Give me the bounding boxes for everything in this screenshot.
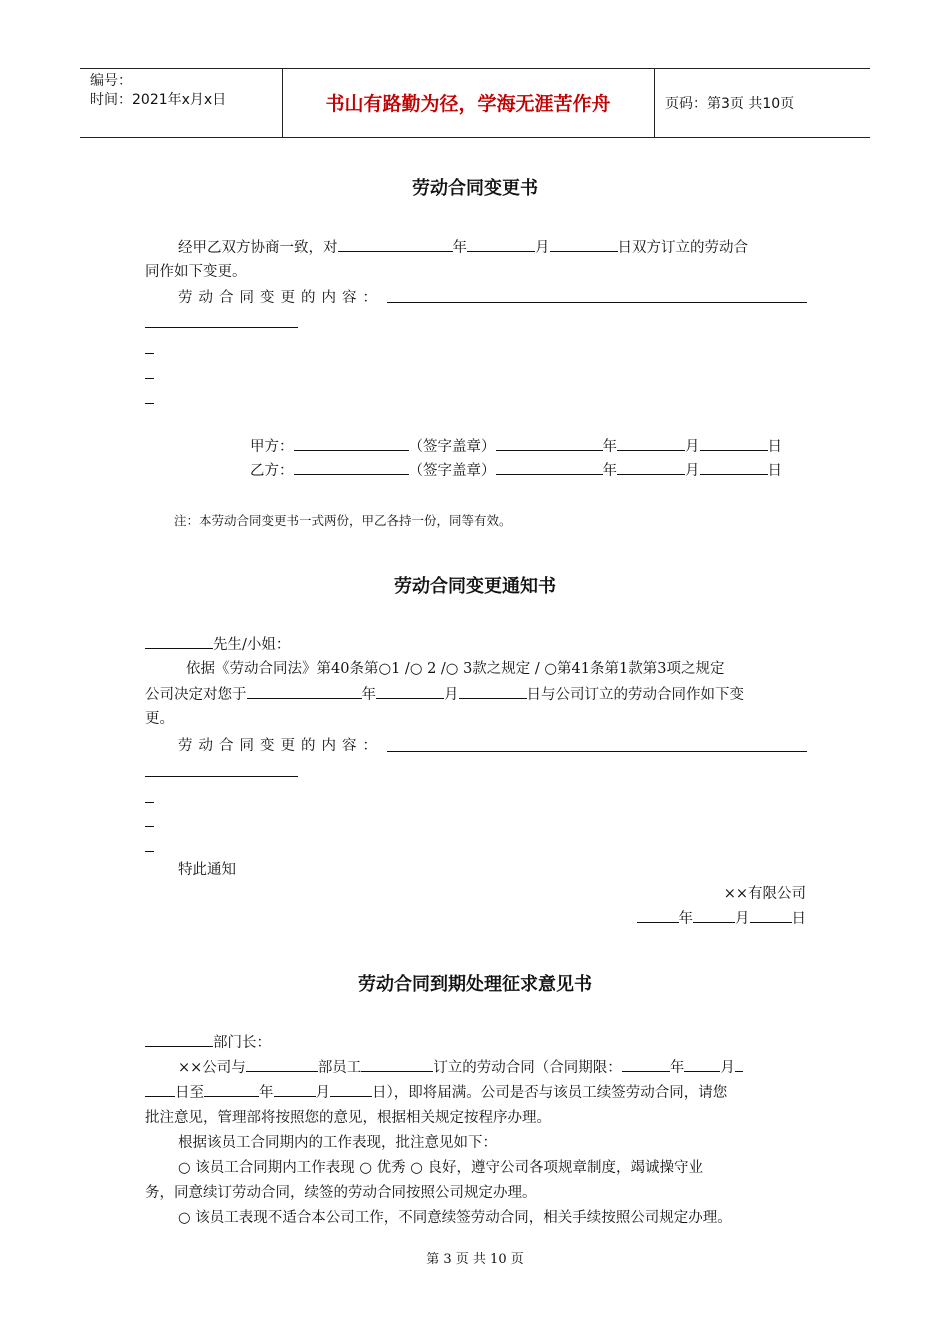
page-header	[80, 68, 870, 138]
text: 年	[361, 687, 376, 703]
dash-line	[145, 403, 154, 404]
section-title: 劳动合同变更通知书	[394, 576, 556, 597]
text: 甲方：	[250, 439, 294, 455]
blank-field[interactable]	[617, 459, 685, 475]
text: 月	[444, 687, 459, 703]
fill-line[interactable]	[387, 302, 807, 303]
text: 经甲乙双方协商一致，对	[178, 240, 338, 256]
blank-field[interactable]	[145, 633, 213, 649]
blank-field[interactable]	[247, 683, 362, 699]
option-renew[interactable]: ○ 该员工合同期内工作表现 ○ 优秀 ○ 良好，遵守公司各项规章制度，竭诚操守业	[178, 1160, 703, 1176]
paragraph: 依据《劳动合同法》第40条第○1 /○ 2 /○ 3款之规定 / ○第41条第1款第3项之规定	[186, 661, 725, 677]
header-meta	[90, 72, 226, 110]
fill-line[interactable]	[145, 776, 298, 777]
text: 日	[767, 463, 782, 479]
header-code: 编号：	[90, 73, 132, 89]
header-divider	[654, 69, 655, 137]
blank-field[interactable]	[550, 236, 618, 252]
text: 月	[535, 240, 550, 256]
blank-field[interactable]	[622, 1056, 670, 1072]
paragraph	[145, 1081, 727, 1105]
text: 月	[735, 911, 750, 927]
signature-row-a	[250, 435, 782, 459]
page-footer: 第 3 页 共 10 页	[426, 1252, 524, 1267]
text: 日双方订立的劳动合	[617, 240, 748, 256]
blank-field[interactable]	[330, 1081, 372, 1097]
fill-line[interactable]	[387, 751, 807, 752]
text: 日至	[175, 1085, 204, 1101]
blank-field[interactable]	[637, 907, 679, 923]
blank-field[interactable]	[700, 435, 768, 451]
blank-field[interactable]	[693, 907, 735, 923]
dash-line	[145, 378, 154, 379]
text: 年	[452, 240, 467, 256]
dash-line	[145, 851, 154, 852]
salutation	[145, 1031, 271, 1055]
notice-text: 特此通知	[178, 862, 236, 878]
text: 年	[259, 1085, 274, 1101]
text: 乙方：	[250, 463, 294, 479]
dash-line	[145, 353, 154, 354]
paragraph: 根据该员工合同期内的工作表现，批注意见如下：	[178, 1135, 497, 1151]
blank-field[interactable]	[467, 236, 535, 252]
company-name: ××有限公司	[723, 886, 806, 902]
note: 注：本劳动合同变更书一式两份，甲乙各持一份，同等有效。	[174, 513, 512, 528]
paragraph	[178, 236, 748, 260]
text: ××公司与	[178, 1060, 246, 1076]
fill-line[interactable]	[145, 327, 298, 328]
text: 日	[767, 439, 782, 455]
text: 日	[791, 911, 806, 927]
blank-field[interactable]	[459, 683, 527, 699]
paragraph: 更。	[145, 711, 174, 727]
text: 公司决定对您于	[145, 687, 247, 703]
content-label: 劳动合同变更的内容：	[178, 290, 383, 306]
blank-field[interactable]	[750, 907, 792, 923]
text: 日），即将届满。公司是否与该员工续签劳动合同，请您	[372, 1085, 728, 1101]
text: 月	[685, 439, 700, 455]
text: 部员工	[317, 1060, 362, 1076]
date-line	[637, 907, 807, 931]
text: 部门长：	[213, 1035, 271, 1051]
blank-field[interactable]	[204, 1081, 259, 1097]
blank-field[interactable]	[496, 459, 603, 475]
paragraph: 批注意见，管理部将按照您的意见，根据相关规定按程序办理。	[145, 1110, 551, 1126]
blank-field[interactable]	[496, 435, 603, 451]
text: （签字盖章）	[408, 439, 496, 455]
blank-field[interactable]	[294, 459, 409, 475]
header-motto: 书山有路勤为径，学海无涯苦作舟	[325, 93, 611, 115]
blank-field[interactable]	[338, 236, 453, 252]
blank-field[interactable]	[294, 435, 409, 451]
text: 月	[685, 463, 700, 479]
section-title: 劳动合同到期处理征求意见书	[358, 974, 592, 995]
blank-field[interactable]	[361, 1056, 433, 1072]
text: 年	[602, 463, 617, 479]
section-title: 劳动合同变更书	[412, 178, 538, 199]
signature-row-b	[250, 459, 782, 483]
header-page: 页码：第3页 共10页	[665, 96, 795, 112]
text: 订立的劳动合同（合同期限：	[433, 1060, 622, 1076]
paragraph: 务，同意续订劳动合同，续签的劳动合同按照公司规定办理。	[145, 1185, 537, 1201]
dash-line	[145, 802, 154, 803]
text: 月	[315, 1085, 330, 1101]
dash-line	[145, 826, 154, 827]
text: 年	[669, 1060, 685, 1076]
blank-field[interactable]	[246, 1056, 318, 1072]
blank-field[interactable]	[274, 1081, 316, 1097]
text: （签字盖章）	[408, 463, 496, 479]
blank-field[interactable]	[145, 1081, 175, 1097]
text: 年	[678, 911, 693, 927]
blank-field[interactable]	[145, 1031, 213, 1047]
text: 年	[602, 439, 617, 455]
paragraph	[145, 683, 744, 707]
paragraph	[178, 1056, 743, 1080]
salutation	[145, 633, 290, 657]
content-label: 劳动合同变更的内容：	[178, 738, 383, 754]
blank-field[interactable]	[617, 435, 685, 451]
header-time: 时间：2021年x月x日	[90, 92, 227, 108]
blank-field[interactable]	[684, 1056, 720, 1072]
text: 先生/小姐：	[213, 637, 291, 653]
option-not-renew[interactable]: ○ 该员工表现不适合本公司工作，不同意续签劳动合同，相关手续按照公司规定办理。	[178, 1210, 732, 1226]
blank-field[interactable]	[700, 459, 768, 475]
text: 日与公司订立的劳动合同作如下变	[526, 687, 744, 703]
text: 月	[720, 1060, 735, 1076]
paragraph: 同作如下变更。	[145, 264, 247, 280]
blank-field[interactable]	[376, 683, 444, 699]
blank-field[interactable]	[735, 1056, 743, 1072]
